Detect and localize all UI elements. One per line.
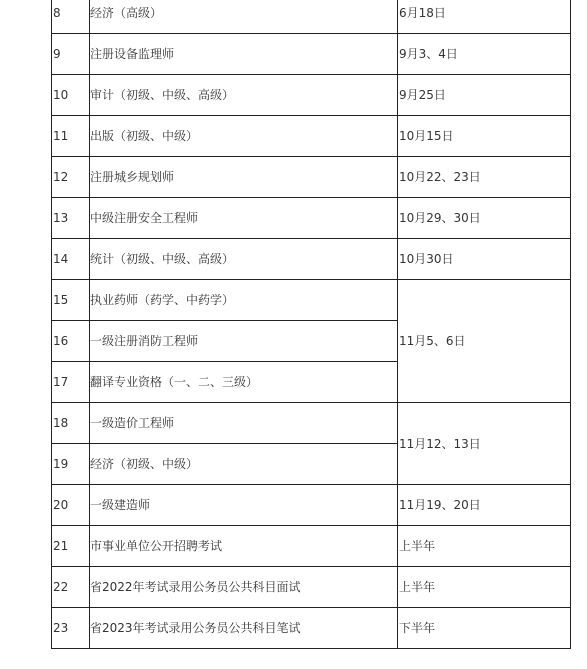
exam-name: 执业药师（药学、中药学）: [90, 293, 235, 307]
table-row: [52, 485, 571, 526]
exam-date: 6月18日: [399, 6, 446, 20]
row-number: 12: [53, 170, 69, 184]
exam-name: 出版（初级、中级）: [90, 129, 199, 143]
exam-name: 一级注册消防工程师: [90, 334, 199, 348]
exam-name-cell: [90, 608, 398, 649]
exam-date: 9月25日: [399, 88, 446, 102]
row-number-cell: [52, 403, 90, 444]
exam-date: 10月15日: [399, 129, 454, 143]
row-number-cell: [52, 198, 90, 239]
row-number-cell: [52, 0, 90, 34]
row-number: 18: [53, 416, 69, 430]
exam-date-cell: [398, 280, 571, 403]
exam-date: 11月5、6日: [399, 334, 466, 348]
exam-date-cell: [398, 485, 571, 526]
exam-date-cell: [398, 157, 571, 198]
row-number: 23: [53, 621, 69, 635]
exam-date: 下半年: [399, 621, 436, 635]
table-row: [52, 403, 571, 444]
exam-name: 市事业单位公开招聘考试: [90, 539, 223, 553]
exam-date: 9月3、4日: [399, 47, 458, 61]
row-number-cell: [52, 485, 90, 526]
exam-date: 上半年: [399, 580, 436, 594]
table-row: [52, 280, 571, 321]
row-number: 15: [53, 293, 69, 307]
row-number-cell: [52, 157, 90, 198]
row-number-cell: [52, 239, 90, 280]
exam-schedule-table-body: [52, 0, 571, 649]
row-number-cell: [52, 526, 90, 567]
exam-name-cell: [90, 157, 398, 198]
table-row: [52, 0, 571, 34]
exam-name: 经济（高级）: [90, 6, 163, 20]
exam-name: 翻译专业资格（一、二、三级）: [90, 375, 259, 389]
exam-name: 一级建造师: [90, 498, 151, 512]
exam-date-cell: [398, 239, 571, 280]
exam-date-cell: [398, 608, 571, 649]
row-number: 17: [53, 375, 69, 389]
row-number-cell: [52, 34, 90, 75]
row-number-cell: [52, 567, 90, 608]
row-number-cell: [52, 116, 90, 157]
exam-name-cell: [90, 75, 398, 116]
table-row: [52, 198, 571, 239]
table-row: [52, 567, 571, 608]
exam-date: 11月19、20日: [399, 498, 481, 512]
exam-date: 上半年: [399, 539, 436, 553]
exam-name-cell: [90, 526, 398, 567]
exam-name-cell: [90, 198, 398, 239]
exam-name: 注册城乡规划师: [90, 170, 175, 184]
exam-date: 10月29、30日: [399, 211, 481, 225]
exam-name: 统计（初级、中级、高级）: [90, 252, 235, 266]
row-number-cell: [52, 362, 90, 403]
exam-name: 经济（初级、中级）: [90, 457, 199, 471]
exam-name-cell: [90, 116, 398, 157]
row-number: 9: [53, 47, 61, 61]
row-number-cell: [52, 321, 90, 362]
row-number: 21: [53, 539, 69, 553]
exam-date: 10月22、23日: [399, 170, 481, 184]
exam-schedule-table: [51, 0, 571, 649]
row-number: 16: [53, 334, 69, 348]
exam-date: 11月12、13日: [399, 436, 481, 451]
table-row: [52, 526, 571, 567]
row-number-cell: [52, 280, 90, 321]
exam-date-cell: [398, 34, 571, 75]
exam-name: 省2023年考试录用公务员公共科目笔试: [90, 621, 301, 635]
row-number: 20: [53, 498, 69, 512]
exam-date-cell: [398, 567, 571, 608]
table-row: [52, 34, 571, 75]
exam-date-cell: [398, 526, 571, 567]
table-row: [52, 157, 571, 198]
exam-name-cell: [90, 0, 398, 34]
exam-name: 省2022年考试录用公务员公共科目面试: [90, 580, 301, 594]
exam-name-cell: [90, 567, 398, 608]
exam-name-cell: [90, 444, 398, 485]
exam-name-cell: [90, 485, 398, 526]
exam-name: 中级注册安全工程师: [90, 211, 199, 225]
row-number-cell: [52, 608, 90, 649]
row-number-cell: [52, 75, 90, 116]
exam-date-cell: [398, 198, 571, 239]
row-number: 8: [53, 6, 61, 20]
exam-schedule-table-wrapper: [51, 0, 570, 649]
exam-name-cell: [90, 280, 398, 321]
table-row: [52, 608, 571, 649]
exam-date-cell: [398, 116, 571, 157]
exam-name-cell: [90, 34, 398, 75]
exam-date-cell: [398, 75, 571, 116]
table-row: [52, 75, 571, 116]
exam-date-cell: [398, 403, 571, 485]
exam-name-cell: [90, 239, 398, 280]
row-number: 10: [53, 88, 69, 102]
exam-name-cell: [90, 403, 398, 444]
row-number: 11: [53, 129, 69, 143]
exam-name-cell: [90, 362, 398, 403]
exam-name: 审计（初级、中级、高级）: [90, 88, 235, 102]
exam-date-cell: [398, 0, 571, 34]
exam-name: 注册设备监理师: [90, 47, 175, 61]
table-row: [52, 239, 571, 280]
row-number: 22: [53, 580, 69, 594]
row-number-cell: [52, 444, 90, 485]
row-number: 14: [53, 252, 69, 266]
exam-name: 一级造价工程师: [90, 416, 175, 430]
exam-name-cell: [90, 321, 398, 362]
table-row: [52, 116, 571, 157]
row-number: 19: [53, 457, 69, 471]
row-number: 13: [53, 211, 69, 225]
exam-date: 10月30日: [399, 252, 454, 266]
